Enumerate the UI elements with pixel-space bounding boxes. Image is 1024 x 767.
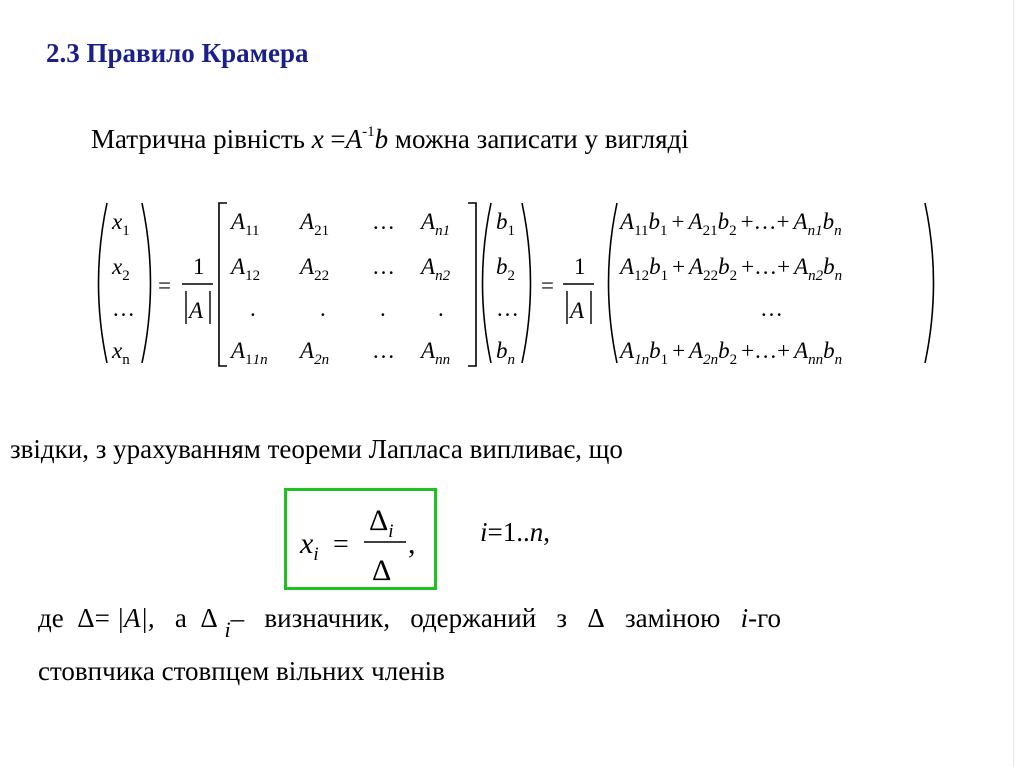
intro-x: x [311,124,324,154]
result-row-1: $A_{11}b_1 + A_{21}b_2$ +…+ $A_{n1}b_n$ [620,209,842,239]
matrix-cell: . [250,296,256,321]
intro-A: A [345,124,363,154]
x-vector-entry: … [112,296,135,321]
b-vector-entry: $b_n$ [496,338,515,368]
matrix-cell: $A_{n2}$ [421,254,451,284]
matrix-cell: $A_{11}$ [231,209,260,239]
result-row-3: … [760,296,783,321]
intro-rest: можна записати у вигляді [394,124,689,154]
index-range: i=1..n, [480,517,550,547]
matrix-cell: $A_{n1}$ [421,209,451,239]
fraction-numerator: 1 [574,254,586,279]
matrix-cell: . [380,296,386,321]
matrix-cell: . [320,296,326,321]
fraction-numerator: 1 [193,254,205,279]
matrix-cell: $A_{2n}$ [300,338,330,368]
x-vector-entry: $x_1$ [112,209,130,239]
definition-line-2: стовпчика стовпцем вільних членів [38,656,445,686]
matrix-left-bracket [219,203,227,366]
formula-lhs: $x_i$ [300,527,319,565]
x-vector-entry: $x_n$ [112,338,130,368]
equals-sign: = [158,273,171,298]
result-row-2: $A_{12}b_1 + A_{22}b_2$ +…+ $A_{n2}b_n$ [620,254,843,284]
matrix-cell: … [372,209,395,234]
intro-b: b [374,124,389,154]
matrix-cell: $A_{21}$ [300,209,330,239]
equals-sign: = [541,273,554,298]
formula-highlight-box [284,488,437,590]
result-row-4: $A_{1n}b_1 + A_{2n}b_2$ +…+ $A_{nn}b_n$ [620,338,843,368]
slide-title: 2.3 Правило Крамера [46,38,309,68]
b-vector-entry: $b_2$ [496,254,515,284]
matrix-cell: $A_11n$ [231,338,268,368]
x-vector-entry: $x_2$ [112,254,130,284]
formula-comma: , [408,527,416,560]
matrix-cell: … [372,254,395,279]
det-A: A [189,298,204,323]
matrix-cell: … [372,338,395,363]
matrix-right-bracket [468,203,476,366]
intro-exp: -1 [362,124,375,140]
intro-eq: = [330,124,346,154]
svg-text:=: = [333,529,349,560]
definition-line-1: де Δ= |A|, а Δ $_i$– визначник, одержаний з Δ заміною i-го [38,603,781,642]
b-vector-entry: $b_1$ [496,209,515,239]
matrix-cell: $A_{22}$ [300,254,330,284]
formula-denominator: Δ [372,554,392,587]
matrix-cell: $A_{nn}$ [421,338,451,368]
formula-numerator: $\Delta_i$ [369,504,394,542]
det-A: A [570,298,585,323]
b-vector-entry: … [496,296,519,321]
intro-text: Матрична рівність [91,124,305,154]
conclusion-text: звідки, з урахуванням теореми Лапласа випливає, що [10,434,623,464]
matrix-cell: $A_{12}$ [231,254,261,284]
matrix-cell: . [438,296,444,321]
